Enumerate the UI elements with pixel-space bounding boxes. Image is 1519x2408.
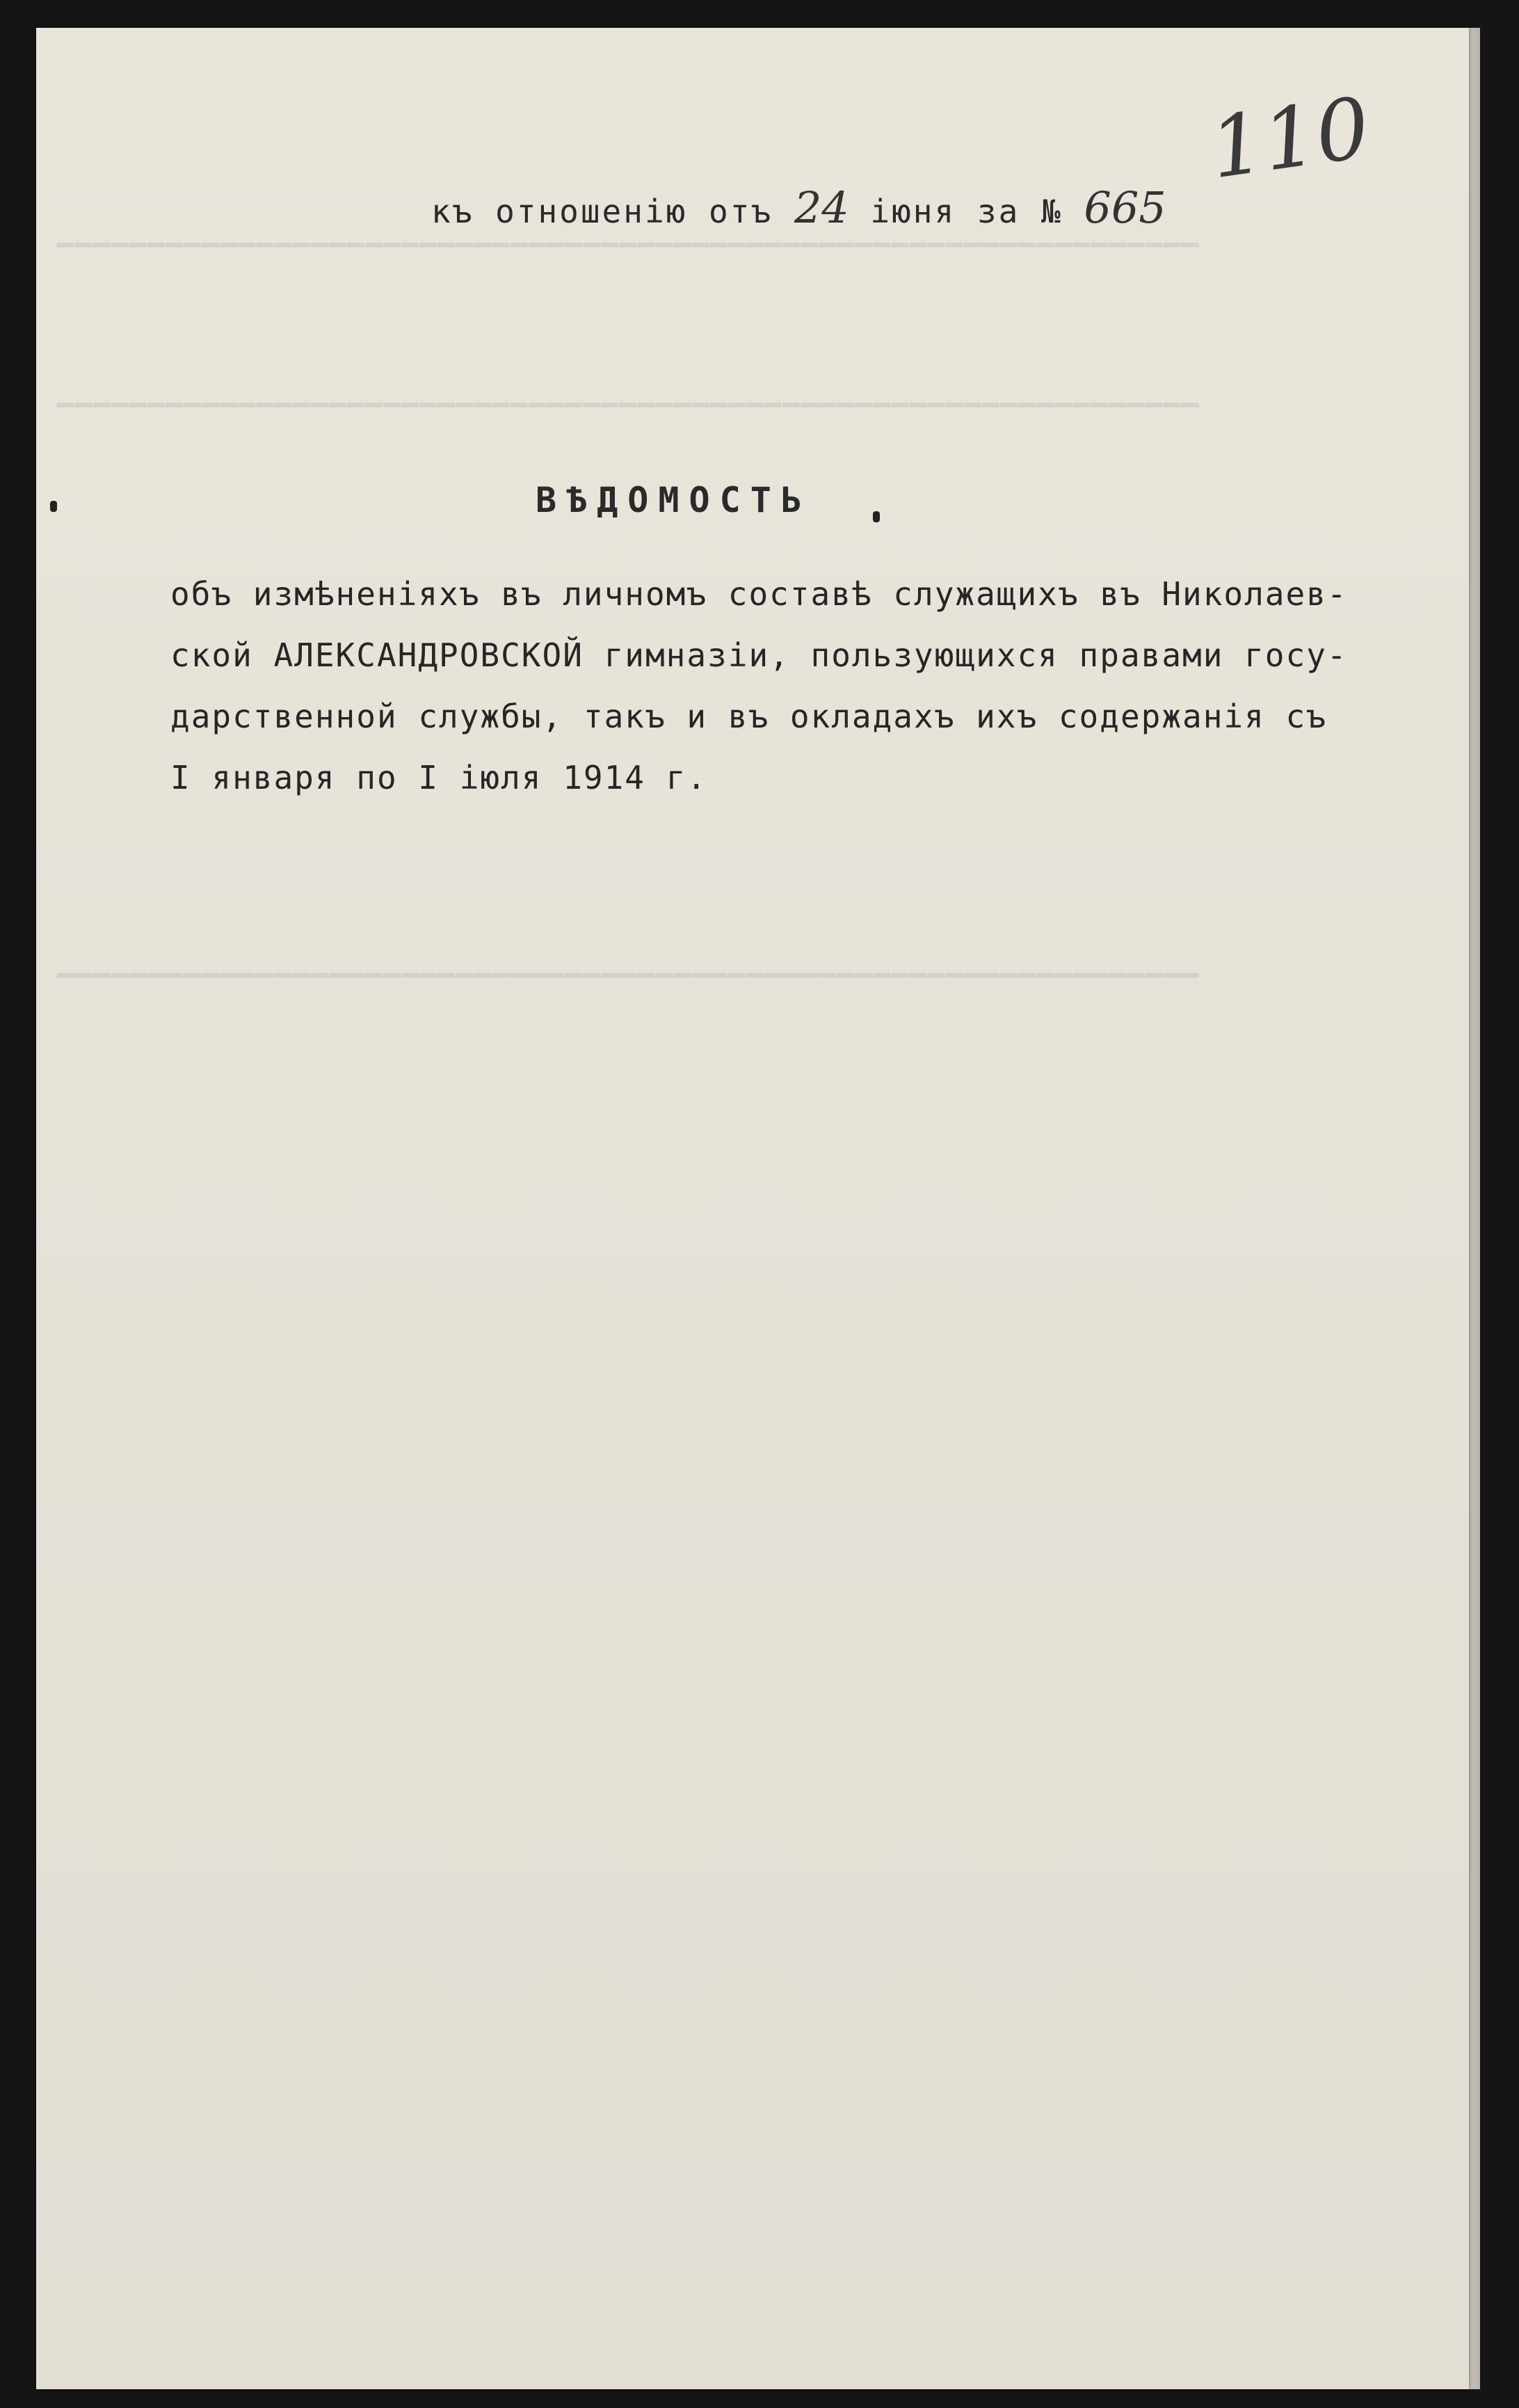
body-line: I января по I iюля 1914 г. [170, 759, 708, 796]
document-page [36, 28, 1469, 2389]
folio-number: 110 [1204, 79, 1376, 198]
reference-number: 665 [1084, 182, 1166, 233]
bleed-through-texture: ━━━━━━━━━━━━━━━━━━━━━━━━━━━━━━━━━━━━━━━━━━━━━━━━━━━━━━━━━━━━━━━ [56, 390, 1199, 422]
reference-number-prefix: за № [976, 193, 1063, 230]
body-line: дарственной службы, такъ и въ окладахъ ихъ содержанiя съ [170, 698, 1327, 735]
bleed-through-texture: ━━━━━━━━━━━━━━━━━━━━━━━━━━━━━━━━━━━━━━━━━━━━━━━━━━━━━━━━━━━━━━━ [56, 960, 1199, 992]
reference-day: 24 [794, 182, 849, 233]
bleed-through-texture: ━━━━━━━━━━━━━━━━━━━━━━━━━━━━━━━━━━━━━━━━━━━━━━━━━━━━━━━━━━━━━━━ [56, 230, 1199, 262]
ink-mark [50, 501, 57, 512]
document-title: ВѢДОМОСТЬ [536, 480, 812, 520]
reference-line [431, 182, 1166, 233]
reference-prefix: къ отношенiю отъ [431, 193, 773, 230]
ink-mark [873, 511, 880, 522]
body-line: ской АЛЕКСАНДРОВСКОЙ гимназiи, пользующихся правами госу- [170, 636, 1348, 674]
body-line: объ измѣненiяхъ въ личномъ составѣ служащихъ въ Николаев- [170, 575, 1348, 613]
reference-month: iюня [870, 193, 956, 230]
document-body [170, 563, 1353, 808]
